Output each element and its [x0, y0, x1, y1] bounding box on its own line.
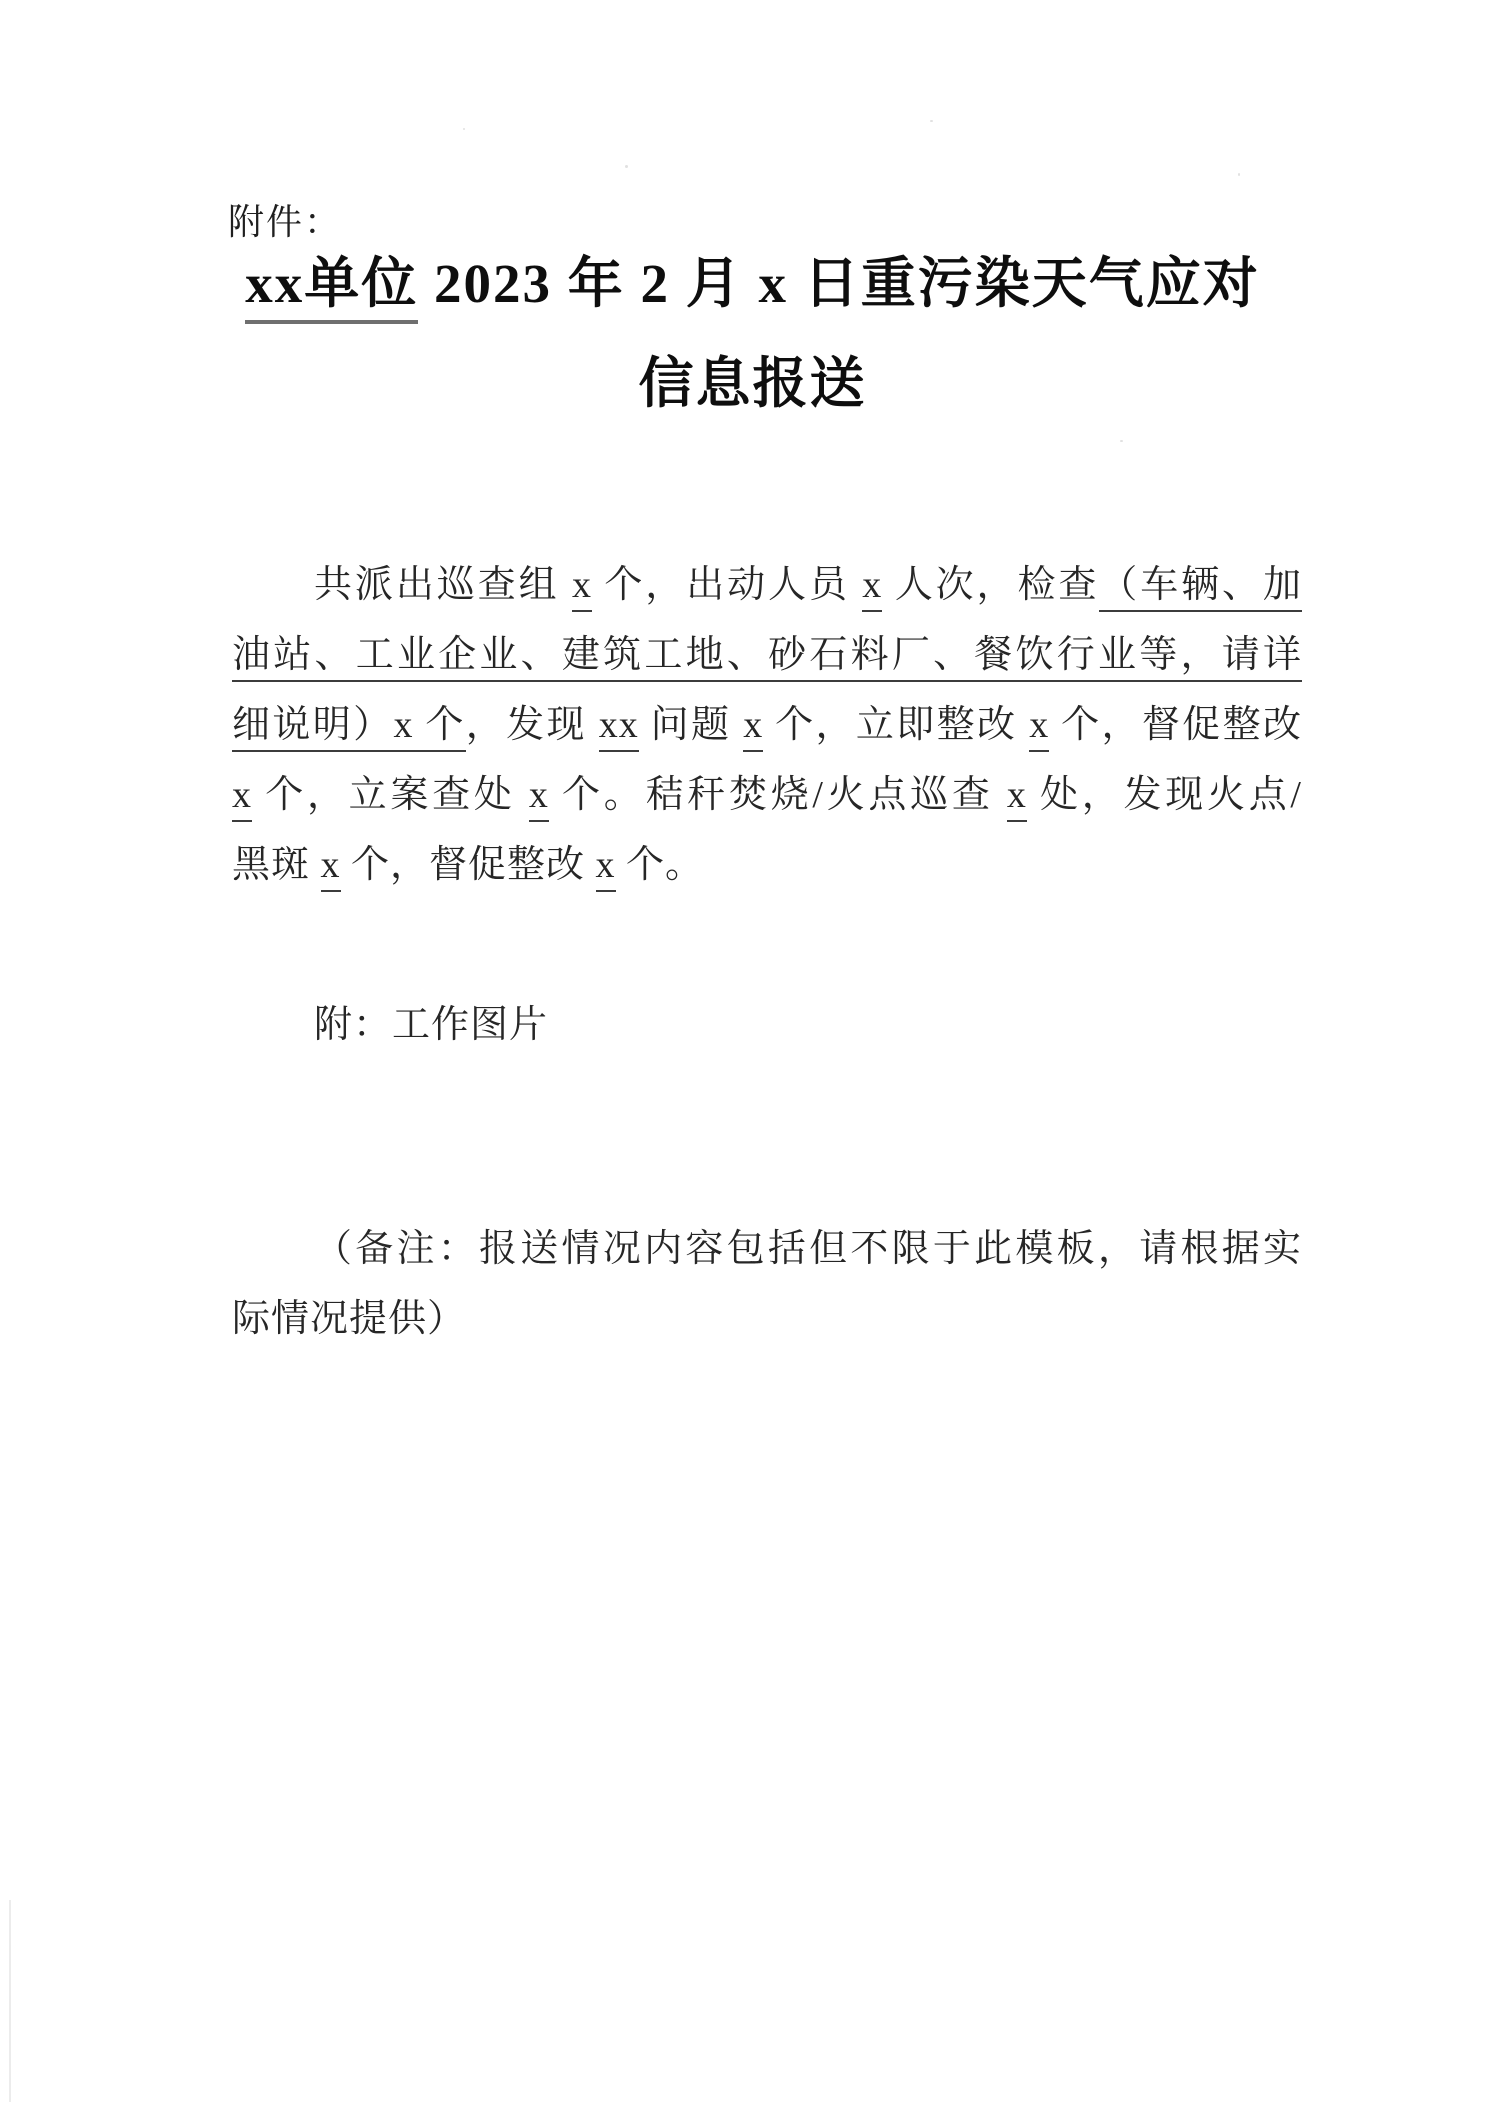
text-run: ，发现 [465, 704, 599, 746]
fill-in-blank-text: x [232, 774, 252, 822]
photo-attachment-line: 附：工作图片 [314, 1004, 549, 1046]
text-run: 个，立即整改 [763, 704, 1030, 746]
remark-line-1: （备注：报送情况内容包括但不限于此模板，请根据实 [314, 1228, 1302, 1270]
fill-in-blank-text: x [862, 564, 882, 612]
text-run: 2023 年 2 月 x 日重污染天气应对 [418, 253, 1260, 314]
fill-in-blank-text: xx [599, 704, 639, 752]
text-run: 个。秸秆焚烧/火点巡查 [548, 774, 1007, 816]
fill-in-blank-text: x [596, 844, 616, 892]
text-run: 个，立案查处 [252, 774, 529, 816]
text-run: 人次，检查 [882, 564, 1100, 606]
document-title-line2: 信息报送 [638, 353, 867, 414]
text-run: 个。 [615, 844, 705, 886]
document-title-line1 [205, 252, 1300, 316]
text-run: 问题 [638, 704, 744, 746]
fill-in-blank-text: （车辆、加 [1099, 564, 1302, 612]
scan-speck [625, 165, 628, 168]
text-run: 个，出动人员 [591, 564, 863, 606]
scan-edge-artifact [9, 1900, 11, 2102]
fill-in-blank-text: x [321, 844, 341, 892]
text-run: 共派出巡查组 [314, 564, 572, 606]
body-line-2 [232, 628, 1302, 688]
scan-speck [463, 128, 465, 130]
scan-speck [1238, 173, 1240, 176]
fill-in-blank-text: x [1007, 774, 1027, 822]
text-run: 个，督促整改 [340, 844, 596, 886]
body-line-3 [232, 698, 1302, 758]
body-line-1 [232, 558, 1302, 618]
fill-in-blank-text: x [743, 704, 763, 752]
fill-in-blank-text: x [529, 774, 549, 822]
fill-in-blank-text: xx单位 [245, 253, 418, 324]
attachment-label: 附件： [228, 202, 343, 242]
body-line-4 [232, 768, 1302, 828]
remark-line-2: 际情况提供） [232, 1298, 467, 1340]
scan-speck [1120, 440, 1123, 442]
scan-speck [930, 120, 933, 122]
body-line-5 [232, 838, 1302, 898]
fill-in-blank-text: 细说明）x 个 [232, 704, 466, 752]
text-run: 个，督促整改 [1049, 704, 1302, 746]
fill-in-blank-text: x [1029, 704, 1049, 752]
fill-in-blank-text: x [572, 564, 592, 612]
text-run: 处，发现火点/ [1026, 774, 1302, 816]
text-run: 黑斑 [232, 844, 321, 886]
fill-in-blank-text: 油站、工业企业、建筑工地、砂石料厂、餐饮行业等，请详 [232, 634, 1302, 682]
